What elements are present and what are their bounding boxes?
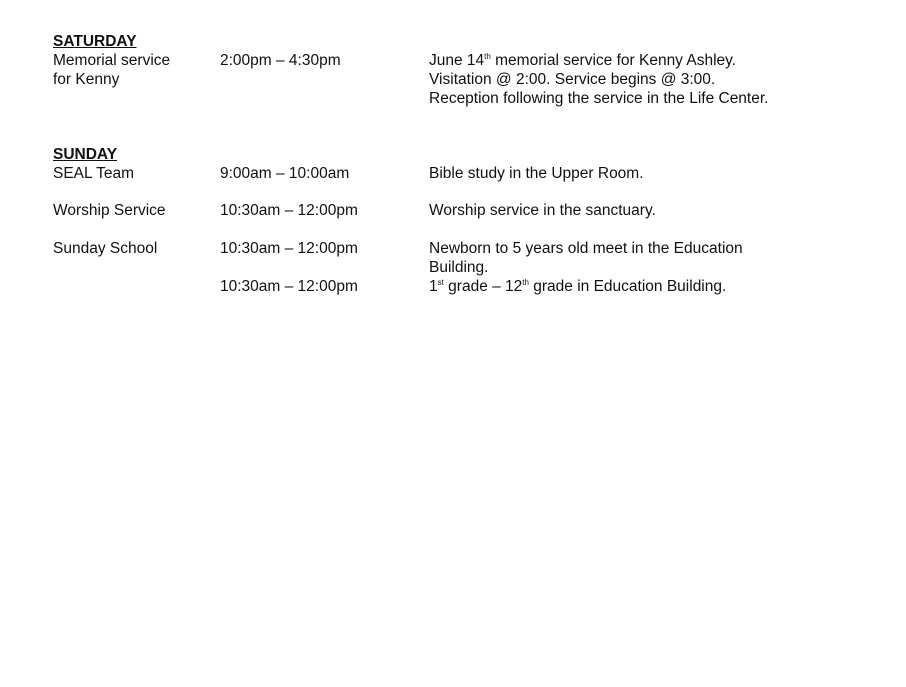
worship-service-description: Worship service in the sanctuary. [429,202,656,219]
seal-team-description: Bible study in the Upper Room. [429,165,644,182]
seal-team-name: SEAL Team [53,165,134,182]
sunday-school-time-1: 10:30am – 12:00pm [220,240,358,257]
memorial-desc-line2: Visitation @ 2:00. Service begins @ 3:00. [429,71,716,88]
sunday-school-time-2: 10:30am – 12:00pm [220,278,358,295]
school-desc1-line1: Newborn to 5 years old meet in the Education [429,240,743,257]
saturday-heading: SATURDAY [53,33,137,50]
memorial-desc-date: June 14 [429,52,485,69]
memorial-service-description [429,51,869,108]
memorial-service-name [53,51,213,89]
school-desc2-grade1: 1 [429,278,438,295]
memorial-name-line2: for Kenny [53,71,120,88]
memorial-desc-line1 [429,51,869,70]
sunday-school-name: Sunday School [53,240,158,257]
school-desc1-line2: Building. [429,259,489,276]
memorial-service-time: 2:00pm – 4:30pm [220,52,341,69]
worship-service-name: Worship Service [53,202,166,219]
sunday-school-description-1 [429,239,869,277]
school-desc2-line [429,277,869,296]
memorial-name-line1: Memorial service [53,52,171,69]
sunday-heading: SUNDAY [53,146,118,163]
school-desc2-grade12: grade – 12 [443,278,523,295]
worship-service-time: 10:30am – 12:00pm [220,202,358,219]
school-desc2-grade1-suffix: st [437,278,444,287]
memorial-desc-text: memorial service for Kenny Ashley. [490,52,737,69]
seal-team-time: 9:00am – 10:00am [220,165,350,182]
memorial-desc-date-suffix: th [484,52,491,61]
school-desc2-location: grade in Education Building. [528,278,727,295]
sunday-school-description-2 [429,277,869,296]
school-desc2-grade12-suffix: th [522,278,529,287]
memorial-desc-line3: Reception following the service in the Life Center. [429,90,769,107]
